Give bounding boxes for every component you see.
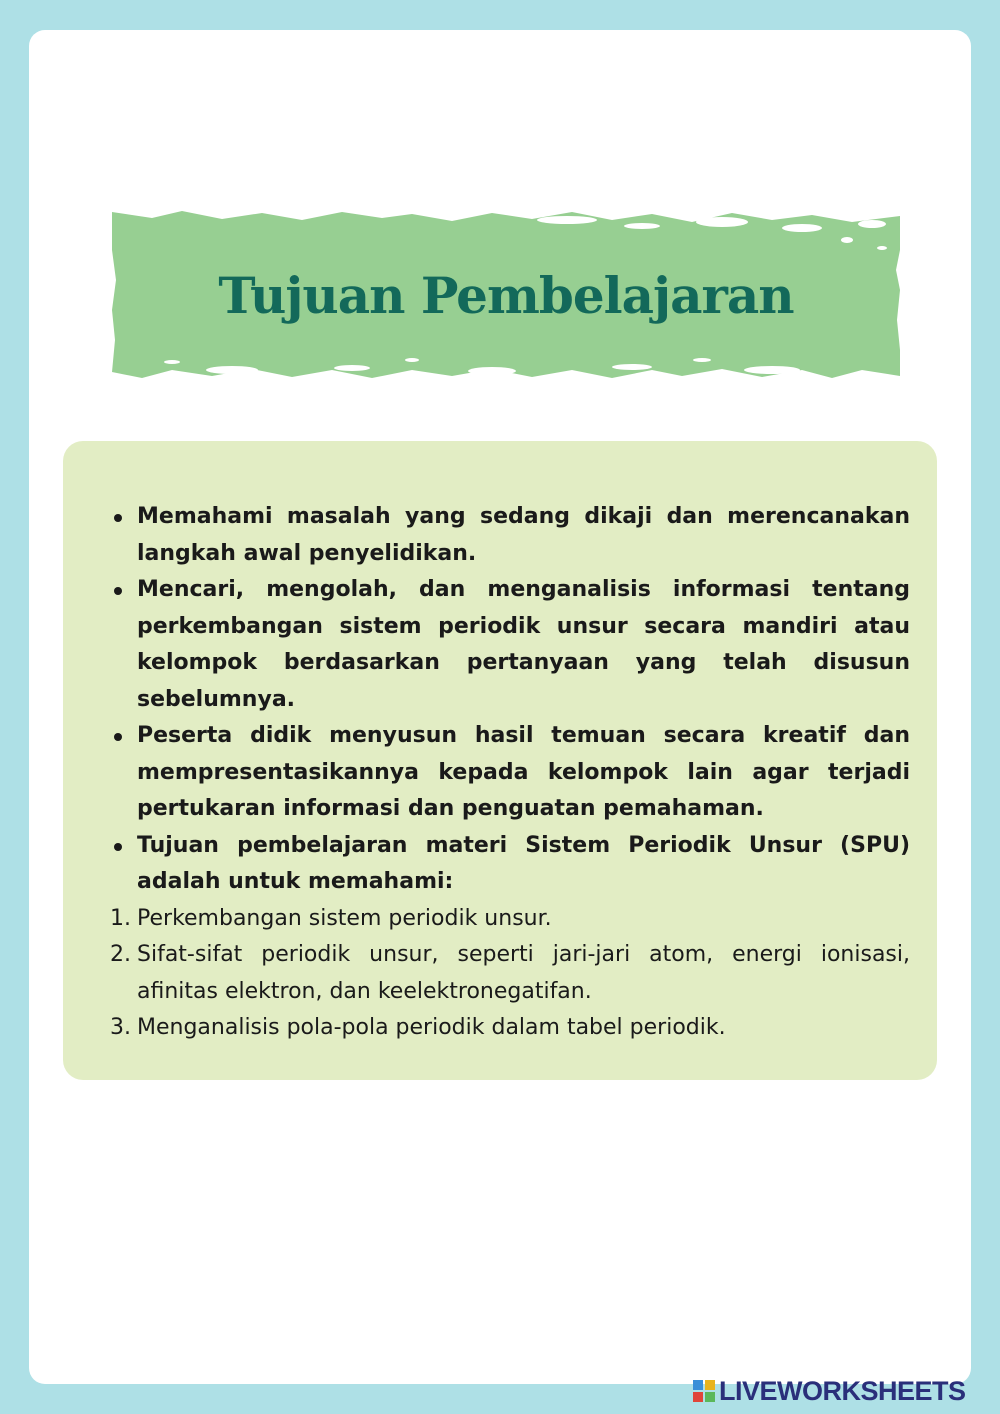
item-number: 2. — [110, 942, 131, 967]
logo-text: LIVEWORKSHEETS — [719, 1375, 966, 1406]
objective-item: Peserta didik menyusun hasil temuan secara kreatif dan mempresentasikannya kepada kelompok lain agar terjadi pertukaran informasi dan penguatan pemahaman. — [110, 718, 910, 828]
item-number: 3. — [110, 1015, 131, 1040]
objective-item: Tujuan pembelajaran materi Sistem Periodik Unsur (SPU) adalah untuk memahami: — [110, 828, 910, 901]
bullet-dot-icon — [114, 587, 122, 595]
numbered-item: 2. Sifat-sifat periodik unsur, seperti jari-jari atom, energi ionisasi, afinitas elektron, dan keelektronegatifan. — [110, 937, 910, 1010]
bullet-dot-icon — [114, 514, 122, 522]
bullet-dot-icon — [114, 843, 122, 851]
objectives-content — [110, 499, 910, 1047]
item-number: 1. — [110, 905, 131, 931]
numbered-item: 1. Perkembangan sistem periodik unsur. — [110, 901, 910, 938]
objective-item: Memahami masalah yang sedang dikaji dan merencanakan langkah awal penyelidikan. — [110, 499, 910, 572]
numbered-list — [110, 901, 910, 1047]
liveworksheets-logo-icon — [693, 1380, 715, 1402]
bullet-dot-icon — [114, 733, 122, 741]
objectives-list — [110, 499, 910, 901]
title-banner — [112, 210, 900, 380]
objective-item: Mencari, mengolah, dan menganalisis informasi tentang perkembangan sistem periodik unsur secara mandiri atau kelompok berdasarkan pertanyaan yang telah disusun sebelumnya. — [110, 572, 910, 718]
liveworksheets-logo — [693, 1376, 966, 1406]
numbered-item: 3. Menganalisis pola-pola periodik dalam tabel periodik. — [110, 1010, 910, 1047]
page-title: Tujuan Pembelajaran — [218, 265, 794, 325]
